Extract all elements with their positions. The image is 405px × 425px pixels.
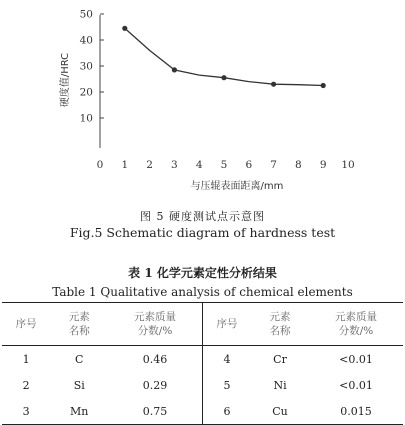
cell-mass-fraction: 0.46 xyxy=(108,346,202,373)
x-tick-label: 6 xyxy=(245,159,253,171)
table-row xyxy=(2,346,403,373)
figure-caption-en: Fig.5 Schematic diagram of hardness test xyxy=(69,225,336,240)
cell-element: Cr xyxy=(273,352,287,366)
data-point xyxy=(321,83,326,88)
cell-element: Ni xyxy=(273,378,287,392)
y-tick-label: 50 xyxy=(79,8,93,21)
data-point xyxy=(122,26,127,31)
cell-element: C xyxy=(75,352,84,366)
data-point xyxy=(271,82,276,87)
cell-element: Mn xyxy=(50,398,108,425)
x-tick-label: 4 xyxy=(195,159,203,171)
data-point xyxy=(172,67,177,72)
x-tick-label: 0 xyxy=(96,159,104,171)
cell-element: Si xyxy=(73,378,85,392)
x-tick-label: 2 xyxy=(146,159,153,171)
x-tick-label: 7 xyxy=(270,159,277,171)
header-mass-fraction: 元素质量 分数/% xyxy=(309,303,403,346)
x-tick-label: 8 xyxy=(295,159,302,171)
header-index: 序号 xyxy=(2,303,50,346)
x-tick-label: 1 xyxy=(121,159,129,171)
table-caption-cn: 表 1 化学元素定性分析结果 xyxy=(128,266,277,280)
header-element: 元素 名称 xyxy=(251,303,309,346)
cell-mass-fraction: <0.01 xyxy=(339,352,373,366)
cell-mass-fraction: 0.75 xyxy=(108,398,202,425)
cell-index: 1 xyxy=(22,352,30,366)
x-axis-label: 与压辊表面距离/mm xyxy=(190,181,284,192)
y-tick-label: 10 xyxy=(79,112,93,125)
table-row xyxy=(2,372,403,398)
data-point xyxy=(221,75,226,80)
table-row xyxy=(2,398,403,425)
header-mass-fraction: 元素质量 分数/% xyxy=(108,303,202,346)
cell-index: 5 xyxy=(223,378,231,392)
x-tick-label: 3 xyxy=(171,159,178,171)
cell-index: 2 xyxy=(22,378,30,392)
cell-element: Cu xyxy=(251,398,309,425)
cell-mass-fraction: <0.01 xyxy=(339,378,373,392)
hardness-chart xyxy=(0,0,405,205)
table-caption-en: Table 1 Qualitative analysis of chemical elements xyxy=(52,285,353,299)
x-tick-label: 9 xyxy=(319,159,327,171)
header-index: 序号 xyxy=(202,303,251,346)
x-tick-label: 5 xyxy=(220,159,228,171)
cell-mass-fraction: 0.29 xyxy=(108,372,202,398)
table-header-row xyxy=(2,303,403,346)
header-element: 元素 名称 xyxy=(50,303,108,346)
y-tick-label: 20 xyxy=(79,86,93,99)
element-analysis-table xyxy=(2,302,403,425)
figure-caption-cn: 图 5 硬度测试点示意图 xyxy=(140,210,265,223)
cell-index: 3 xyxy=(2,398,50,425)
cell-mass-fraction: 0.015 xyxy=(309,398,403,425)
y-axis-label: 硬度值/HRC xyxy=(60,52,71,108)
y-tick-label: 30 xyxy=(79,60,93,73)
y-tick-label: 40 xyxy=(79,34,93,47)
x-tick-label: 10 xyxy=(341,159,355,171)
cell-index: 6 xyxy=(202,398,251,425)
cell-index: 4 xyxy=(223,352,231,366)
